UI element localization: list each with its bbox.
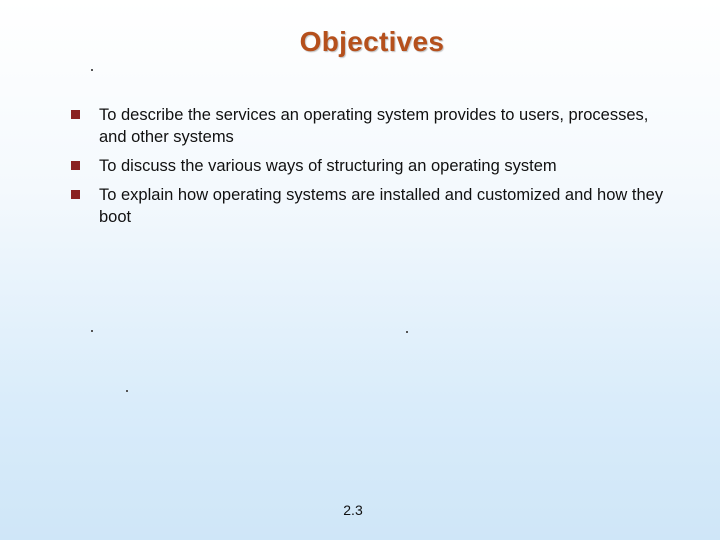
square-bullet-icon bbox=[71, 190, 80, 199]
slide-title: Objectives bbox=[299, 26, 445, 57]
objective-item-2 bbox=[71, 155, 671, 177]
stray-dot bbox=[91, 69, 93, 71]
objective-text-3: To explain how operating systems are installed and customized and how they boot bbox=[99, 186, 664, 226]
stray-dot bbox=[126, 390, 128, 392]
square-bullet-icon bbox=[71, 110, 80, 119]
page-number: 2.3 bbox=[343, 502, 363, 518]
objective-item-1 bbox=[71, 104, 671, 148]
stray-dot bbox=[406, 331, 408, 333]
objective-text-2: To discuss the various ways of structuring an operating system bbox=[99, 157, 557, 175]
objective-item-3 bbox=[71, 184, 671, 228]
stray-dot bbox=[91, 330, 93, 332]
objectives-list bbox=[71, 104, 671, 228]
square-bullet-icon bbox=[71, 161, 80, 170]
objective-text-1: To describe the services an operating system provides to users, processes, and other systems bbox=[99, 106, 649, 146]
